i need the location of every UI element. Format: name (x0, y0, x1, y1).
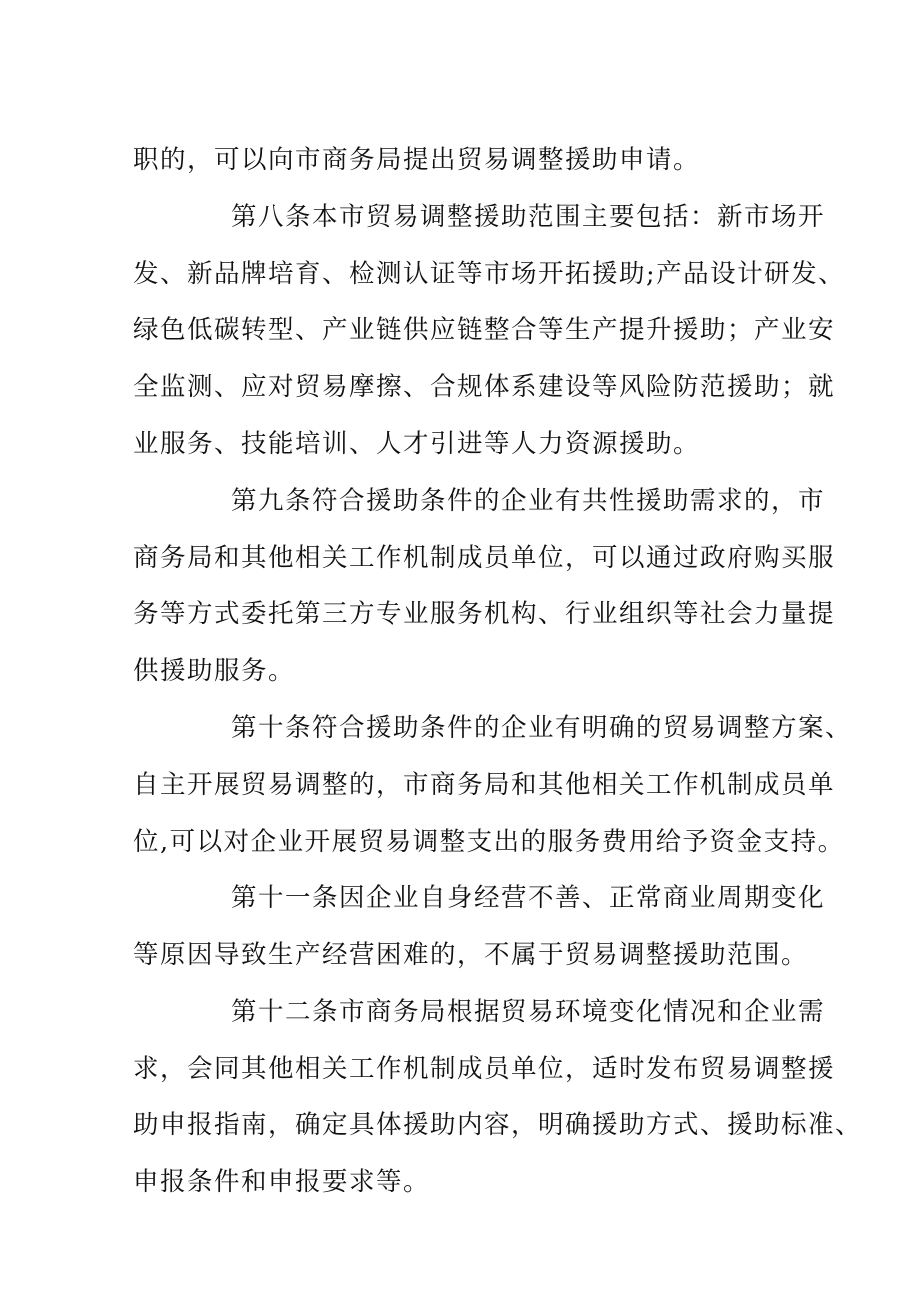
article-9-heading-line: 第九条符合援助条件的企业有共性援助需求的，市 (231, 486, 826, 516)
text-line: 申报条件和申报要求等。 (133, 1167, 431, 1197)
text-line: 求，会同其他相关工作机制成员单位，适时发布贸易调整援 (133, 1054, 836, 1084)
text-line: 发、新品牌培育、检测认证等市场开拓援助;产品设计研发、 (133, 259, 846, 289)
article-11-heading-line: 第十一条因企业自身经营不善、正常商业周期变化 (231, 883, 826, 913)
text-line: 绿色低碳转型、产业链供应链整合等生产提升援助；产业安 (133, 315, 836, 345)
text-line: 业服务、技能培训、人才引进等人力资源援助。 (133, 429, 701, 459)
text-line: 位,可以对企业开展贸易调整支出的服务费用给予资金支持。 (133, 827, 845, 857)
article-10-heading-line: 第十条符合援助条件的企业有明确的贸易调整方案、 (231, 713, 853, 743)
text-line: 助申报指南，确定具体援助内容，明确援助方式、援助标准、 (133, 1110, 863, 1140)
text-line: 供援助服务。 (133, 656, 296, 686)
text-line: 全监测、应对贸易摩擦、合规体系建设等风险防范援助；就 (133, 372, 836, 402)
article-12-heading-line: 第十二条市商务局根据贸易环境变化情况和企业需 (231, 997, 826, 1027)
text-line: 职的，可以向市商务局提出贸易调整援助申请。 (133, 145, 701, 175)
text-line: 商务局和其他相关工作机制成员单位，可以通过政府购买服 (133, 543, 836, 573)
text-line: 自主开展贸易调整的，市商务局和其他相关工作机制成员单 (133, 770, 836, 800)
article-8-heading-line: 第八条本市贸易调整援助范围主要包括：新市场开 (231, 202, 826, 232)
text-line: 等原因导致生产经营困难的，不属于贸易调整援助范围。 (133, 940, 809, 970)
text-line: 务等方式委托第三方专业服务机构、行业组织等社会力量提 (133, 599, 836, 629)
